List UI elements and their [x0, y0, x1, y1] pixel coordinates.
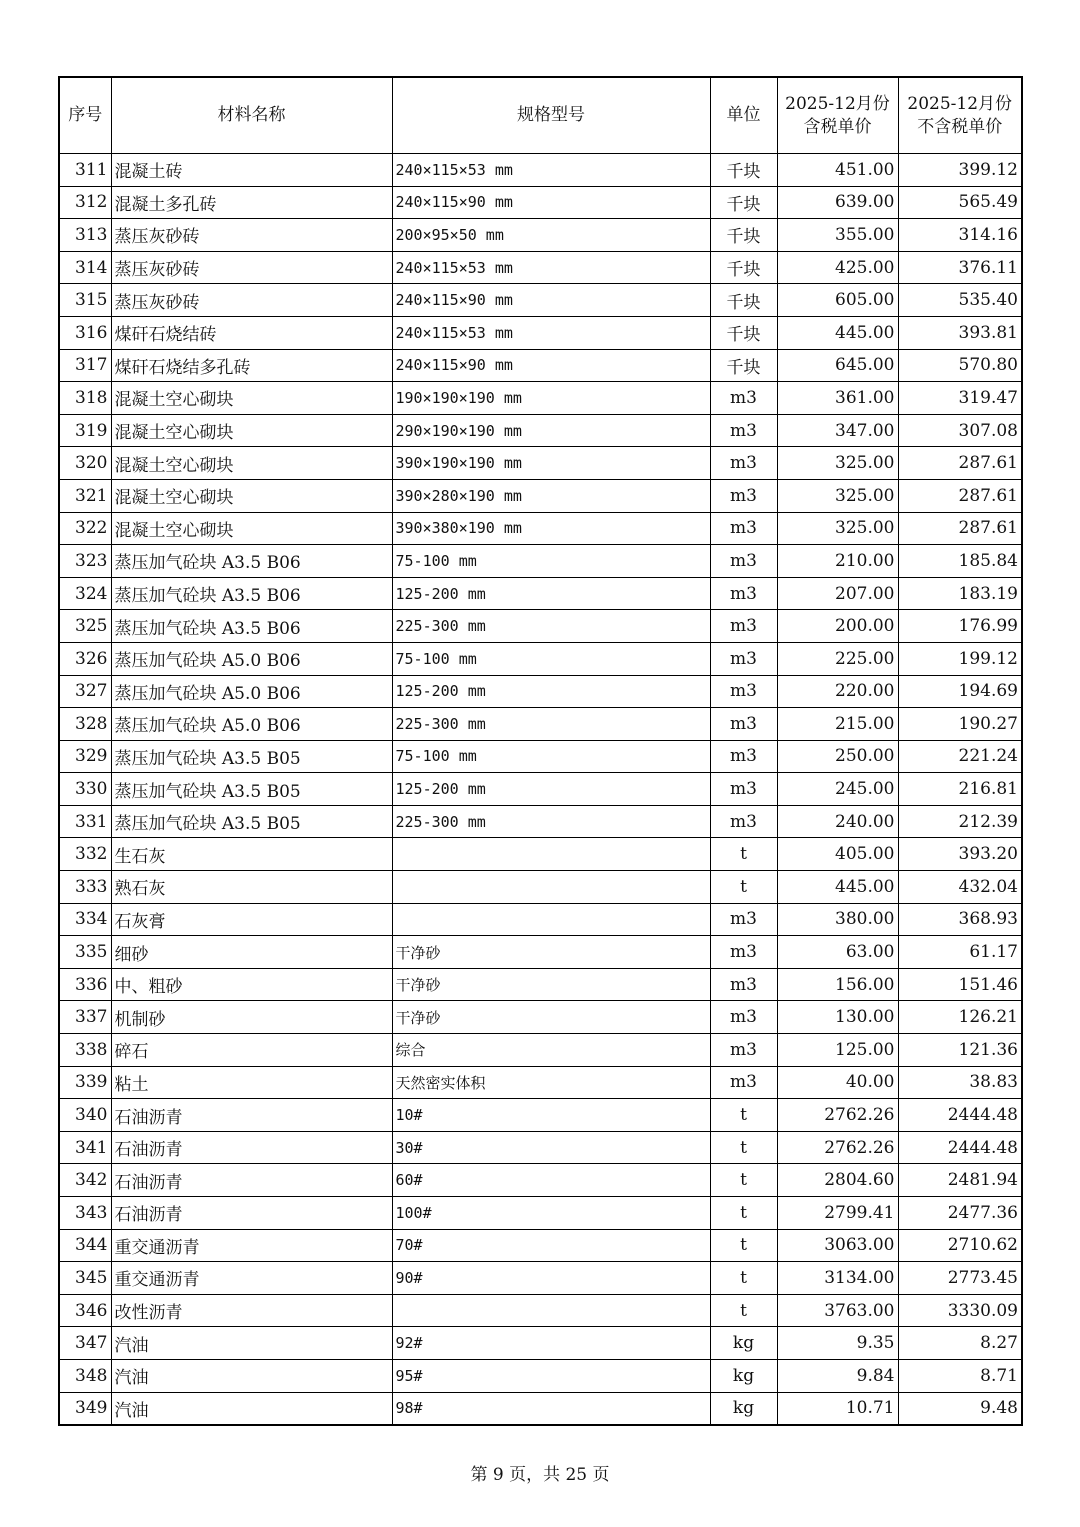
cell-unit: t [710, 1197, 777, 1230]
cell-no: 322 [59, 512, 111, 545]
header-row [59, 77, 1022, 154]
cell-no: 349 [59, 1392, 111, 1425]
cell-name: 熟石灰 [111, 871, 392, 904]
cell-no: 327 [59, 675, 111, 708]
cell-no: 325 [59, 610, 111, 643]
cell-price-tax: 225.00 [777, 642, 898, 675]
cell-name: 混凝土砖 [111, 154, 392, 187]
cell-price-tax: 451.00 [777, 154, 898, 187]
cell-spec: 125-200 mm [392, 773, 710, 806]
cell-unit: m3 [710, 479, 777, 512]
cell-spec: 98# [392, 1392, 710, 1425]
cell-price-notax: 535.40 [898, 284, 1022, 317]
table-row [59, 577, 1022, 610]
cell-no: 312 [59, 186, 111, 219]
cell-price-notax: 570.80 [898, 349, 1022, 382]
cell-price-notax: 8.71 [898, 1359, 1022, 1392]
table-row [59, 1099, 1022, 1132]
cell-name: 细砂 [111, 936, 392, 969]
cell-price-notax: 9.48 [898, 1392, 1022, 1425]
cell-unit: m3 [710, 805, 777, 838]
cell-price-notax: 432.04 [898, 871, 1022, 904]
cell-unit: m3 [710, 773, 777, 806]
cell-unit: 千块 [710, 251, 777, 284]
cell-unit: m3 [710, 512, 777, 545]
cell-price-tax: 445.00 [777, 871, 898, 904]
cell-unit: t [710, 1294, 777, 1327]
cell-no: 324 [59, 577, 111, 610]
cell-spec: 240×115×90 mm [392, 284, 710, 317]
cell-no: 338 [59, 1034, 111, 1067]
table-row [59, 512, 1022, 545]
cell-unit: 千块 [710, 154, 777, 187]
header-unit: 单位 [710, 77, 777, 154]
cell-price-notax: 190.27 [898, 708, 1022, 741]
cell-name: 蒸压灰砂砖 [111, 284, 392, 317]
cell-name: 煤矸石烧结多孔砖 [111, 349, 392, 382]
cell-name: 生石灰 [111, 838, 392, 871]
cell-unit: m3 [710, 675, 777, 708]
cell-price-tax: 9.84 [777, 1359, 898, 1392]
cell-price-notax: 2773.45 [898, 1262, 1022, 1295]
cell-no: 343 [59, 1197, 111, 1230]
cell-spec: 240×115×90 mm [392, 349, 710, 382]
cell-spec: 天然密实体积 [392, 1066, 710, 1099]
cell-price-tax: 3063.00 [777, 1229, 898, 1262]
cell-spec: 60# [392, 1164, 710, 1197]
cell-unit: 千块 [710, 186, 777, 219]
cell-no: 341 [59, 1131, 111, 1164]
cell-spec [392, 871, 710, 904]
cell-name: 蒸压加气砼块 A3.5 B06 [111, 577, 392, 610]
table-row [59, 316, 1022, 349]
cell-spec: 225-300 mm [392, 805, 710, 838]
cell-name: 蒸压加气砼块 A5.0 B06 [111, 675, 392, 708]
cell-price-notax: 2481.94 [898, 1164, 1022, 1197]
cell-unit: 千块 [710, 349, 777, 382]
table-row [59, 903, 1022, 936]
table-row [59, 284, 1022, 317]
cell-spec: 95# [392, 1359, 710, 1392]
table-row [59, 154, 1022, 187]
cell-price-notax: 2444.48 [898, 1131, 1022, 1164]
header-price-notax-line2: 不含税单价 [917, 116, 1003, 137]
cell-name: 汽油 [111, 1327, 392, 1360]
cell-unit: kg [710, 1359, 777, 1392]
cell-price-notax: 151.46 [898, 968, 1022, 1001]
cell-no: 345 [59, 1262, 111, 1295]
cell-price-notax: 319.47 [898, 382, 1022, 415]
cell-spec [392, 903, 710, 936]
cell-price-notax: 185.84 [898, 545, 1022, 578]
cell-spec: 290×190×190 mm [392, 414, 710, 447]
cell-name: 机制砂 [111, 1001, 392, 1034]
header-no: 序号 [59, 77, 111, 154]
cell-spec [392, 1294, 710, 1327]
cell-price-tax: 125.00 [777, 1034, 898, 1067]
cell-price-notax: 8.27 [898, 1327, 1022, 1360]
cell-price-tax: 3763.00 [777, 1294, 898, 1327]
table-row [59, 414, 1022, 447]
cell-price-tax: 250.00 [777, 740, 898, 773]
cell-unit: m3 [710, 968, 777, 1001]
cell-name: 蒸压加气砼块 A5.0 B06 [111, 642, 392, 675]
cell-price-notax: 121.36 [898, 1034, 1022, 1067]
cell-name: 汽油 [111, 1392, 392, 1425]
cell-price-tax: 245.00 [777, 773, 898, 806]
cell-spec: 240×115×53 mm [392, 316, 710, 349]
cell-name: 蒸压灰砂砖 [111, 251, 392, 284]
cell-unit: m3 [710, 1066, 777, 1099]
cell-price-tax: 210.00 [777, 545, 898, 578]
cell-name: 混凝土空心砌块 [111, 479, 392, 512]
table-row [59, 219, 1022, 252]
table-body [59, 154, 1022, 1426]
cell-no: 331 [59, 805, 111, 838]
cell-spec: 干净砂 [392, 936, 710, 969]
page-footer: 第 9 页，共 25 页 [470, 1465, 610, 1485]
cell-price-notax: 287.61 [898, 512, 1022, 545]
cell-price-tax: 2762.26 [777, 1099, 898, 1132]
cell-price-notax: 368.93 [898, 903, 1022, 936]
cell-price-notax: 216.81 [898, 773, 1022, 806]
cell-price-tax: 130.00 [777, 1001, 898, 1034]
cell-price-notax: 38.83 [898, 1066, 1022, 1099]
table-row [59, 1164, 1022, 1197]
cell-no: 319 [59, 414, 111, 447]
cell-price-tax: 240.00 [777, 805, 898, 838]
table-row [59, 251, 1022, 284]
cell-no: 335 [59, 936, 111, 969]
cell-name: 煤矸石烧结砖 [111, 316, 392, 349]
cell-unit: t [710, 1229, 777, 1262]
cell-name: 碎石 [111, 1034, 392, 1067]
cell-price-notax: 314.16 [898, 219, 1022, 252]
cell-name: 蒸压灰砂砖 [111, 219, 392, 252]
table-row [59, 805, 1022, 838]
cell-name: 改性沥青 [111, 1294, 392, 1327]
cell-price-notax: 2710.62 [898, 1229, 1022, 1262]
cell-name: 蒸压加气砼块 A3.5 B05 [111, 805, 392, 838]
cell-spec: 75-100 mm [392, 740, 710, 773]
table-row [59, 1034, 1022, 1067]
cell-price-notax: 393.81 [898, 316, 1022, 349]
cell-no: 323 [59, 545, 111, 578]
cell-name: 蒸压加气砼块 A5.0 B06 [111, 708, 392, 741]
cell-name: 石油沥青 [111, 1099, 392, 1132]
cell-spec: 90# [392, 1262, 710, 1295]
cell-spec: 综合 [392, 1034, 710, 1067]
cell-name: 混凝土多孔砖 [111, 186, 392, 219]
cell-price-tax: 63.00 [777, 936, 898, 969]
table-row [59, 1001, 1022, 1034]
cell-price-notax: 3330.09 [898, 1294, 1022, 1327]
table-row [59, 1359, 1022, 1392]
cell-unit: m3 [710, 610, 777, 643]
cell-unit: m3 [710, 1034, 777, 1067]
cell-spec: 70# [392, 1229, 710, 1262]
cell-unit: t [710, 1164, 777, 1197]
cell-name: 混凝土空心砌块 [111, 512, 392, 545]
table-row [59, 968, 1022, 1001]
cell-no: 334 [59, 903, 111, 936]
cell-unit: m3 [710, 903, 777, 936]
cell-price-tax: 361.00 [777, 382, 898, 415]
table-row [59, 1066, 1022, 1099]
cell-price-tax: 639.00 [777, 186, 898, 219]
cell-price-notax: 399.12 [898, 154, 1022, 187]
table-row [59, 642, 1022, 675]
cell-unit: m3 [710, 740, 777, 773]
cell-no: 318 [59, 382, 111, 415]
cell-price-tax: 605.00 [777, 284, 898, 317]
cell-price-tax: 425.00 [777, 251, 898, 284]
cell-spec [392, 838, 710, 871]
cell-price-notax: 565.49 [898, 186, 1022, 219]
cell-no: 329 [59, 740, 111, 773]
cell-name: 蒸压加气砼块 A3.5 B05 [111, 740, 392, 773]
cell-spec: 75-100 mm [392, 545, 710, 578]
cell-price-tax: 380.00 [777, 903, 898, 936]
cell-spec: 390×380×190 mm [392, 512, 710, 545]
table-row [59, 610, 1022, 643]
table-row [59, 447, 1022, 480]
cell-price-tax: 355.00 [777, 219, 898, 252]
cell-name: 石油沥青 [111, 1131, 392, 1164]
cell-no: 348 [59, 1359, 111, 1392]
cell-no: 344 [59, 1229, 111, 1262]
cell-price-tax: 445.00 [777, 316, 898, 349]
cell-spec: 125-200 mm [392, 675, 710, 708]
cell-no: 311 [59, 154, 111, 187]
cell-no: 347 [59, 1327, 111, 1360]
cell-no: 313 [59, 219, 111, 252]
cell-price-tax: 347.00 [777, 414, 898, 447]
header-spec: 规格型号 [392, 77, 710, 154]
cell-unit: 千块 [710, 219, 777, 252]
table-row [59, 382, 1022, 415]
header-price-tax [777, 77, 898, 154]
cell-unit: t [710, 871, 777, 904]
table-row [59, 349, 1022, 382]
cell-price-tax: 325.00 [777, 479, 898, 512]
cell-price-notax: 287.61 [898, 447, 1022, 480]
cell-price-notax: 176.99 [898, 610, 1022, 643]
header-price-tax-line1: 2025-12月份 [785, 93, 890, 114]
cell-unit: m3 [710, 708, 777, 741]
table-row [59, 1392, 1022, 1425]
header-price-notax [898, 77, 1022, 154]
cell-no: 346 [59, 1294, 111, 1327]
cell-name: 石油沥青 [111, 1164, 392, 1197]
header-price-tax-line2: 含税单价 [803, 116, 872, 137]
table-row [59, 1294, 1022, 1327]
cell-unit: m3 [710, 545, 777, 578]
cell-price-tax: 2762.26 [777, 1131, 898, 1164]
table-row [59, 708, 1022, 741]
cell-price-notax: 307.08 [898, 414, 1022, 447]
cell-price-tax: 2799.41 [777, 1197, 898, 1230]
cell-spec: 125-200 mm [392, 577, 710, 610]
cell-name: 重交通沥青 [111, 1262, 392, 1295]
cell-unit: t [710, 1099, 777, 1132]
cell-price-tax: 325.00 [777, 447, 898, 480]
cell-name: 混凝土空心砌块 [111, 447, 392, 480]
cell-unit: 千块 [710, 284, 777, 317]
cell-spec: 240×115×90 mm [392, 186, 710, 219]
cell-no: 330 [59, 773, 111, 806]
cell-no: 336 [59, 968, 111, 1001]
cell-unit: m3 [710, 447, 777, 480]
cell-no: 317 [59, 349, 111, 382]
cell-spec: 92# [392, 1327, 710, 1360]
cell-unit: kg [710, 1392, 777, 1425]
cell-no: 339 [59, 1066, 111, 1099]
cell-no: 315 [59, 284, 111, 317]
table-row [59, 838, 1022, 871]
cell-price-tax: 156.00 [777, 968, 898, 1001]
table-row [59, 1262, 1022, 1295]
cell-no: 337 [59, 1001, 111, 1034]
cell-name: 蒸压加气砼块 A3.5 B06 [111, 610, 392, 643]
table-row [59, 675, 1022, 708]
cell-unit: m3 [710, 1001, 777, 1034]
cell-no: 321 [59, 479, 111, 512]
price-table [58, 76, 1023, 1426]
cell-price-tax: 200.00 [777, 610, 898, 643]
cell-unit: t [710, 838, 777, 871]
cell-name: 蒸压加气砼块 A3.5 B05 [111, 773, 392, 806]
cell-spec: 225-300 mm [392, 610, 710, 643]
cell-no: 332 [59, 838, 111, 871]
cell-name: 蒸压加气砼块 A3.5 B06 [111, 545, 392, 578]
cell-price-tax: 325.00 [777, 512, 898, 545]
cell-unit: m3 [710, 577, 777, 610]
cell-no: 340 [59, 1099, 111, 1132]
cell-name: 石灰膏 [111, 903, 392, 936]
table-row [59, 186, 1022, 219]
cell-no: 320 [59, 447, 111, 480]
cell-name: 中、粗砂 [111, 968, 392, 1001]
cell-price-tax: 405.00 [777, 838, 898, 871]
cell-unit: t [710, 1131, 777, 1164]
cell-price-notax: 199.12 [898, 642, 1022, 675]
table-row [59, 740, 1022, 773]
cell-no: 326 [59, 642, 111, 675]
cell-unit: kg [710, 1327, 777, 1360]
cell-price-tax: 207.00 [777, 577, 898, 610]
cell-price-tax: 3134.00 [777, 1262, 898, 1295]
cell-price-notax: 376.11 [898, 251, 1022, 284]
cell-no: 328 [59, 708, 111, 741]
cell-name: 汽油 [111, 1359, 392, 1392]
cell-spec: 30# [392, 1131, 710, 1164]
cell-price-notax: 393.20 [898, 838, 1022, 871]
table-row [59, 479, 1022, 512]
cell-price-tax: 40.00 [777, 1066, 898, 1099]
cell-price-tax: 9.35 [777, 1327, 898, 1360]
cell-no: 333 [59, 871, 111, 904]
table-row [59, 1131, 1022, 1164]
cell-unit: m3 [710, 642, 777, 675]
cell-price-tax: 215.00 [777, 708, 898, 741]
table-row [59, 773, 1022, 806]
cell-spec: 200×95×50 mm [392, 219, 710, 252]
table-row [59, 871, 1022, 904]
cell-no: 314 [59, 251, 111, 284]
cell-price-notax: 2444.48 [898, 1099, 1022, 1132]
cell-price-notax: 221.24 [898, 740, 1022, 773]
cell-price-tax: 220.00 [777, 675, 898, 708]
cell-unit: t [710, 1262, 777, 1295]
cell-spec: 100# [392, 1197, 710, 1230]
cell-name: 粘土 [111, 1066, 392, 1099]
table-row [59, 1229, 1022, 1262]
header-name: 材料名称 [111, 77, 392, 154]
cell-price-notax: 194.69 [898, 675, 1022, 708]
cell-unit: 千块 [710, 316, 777, 349]
table-header [59, 77, 1022, 154]
cell-name: 重交通沥青 [111, 1229, 392, 1262]
cell-name: 混凝土空心砌块 [111, 414, 392, 447]
cell-price-tax: 10.71 [777, 1392, 898, 1425]
cell-price-notax: 126.21 [898, 1001, 1022, 1034]
cell-spec: 240×115×53 mm [392, 251, 710, 284]
table-row [59, 936, 1022, 969]
cell-price-notax: 2477.36 [898, 1197, 1022, 1230]
cell-spec: 10# [392, 1099, 710, 1132]
cell-spec: 190×190×190 mm [392, 382, 710, 415]
cell-price-notax: 61.17 [898, 936, 1022, 969]
header-price-notax-line1: 2025-12月份 [907, 93, 1013, 114]
cell-name: 石油沥青 [111, 1197, 392, 1230]
cell-price-tax: 2804.60 [777, 1164, 898, 1197]
cell-spec: 390×190×190 mm [392, 447, 710, 480]
cell-spec: 240×115×53 mm [392, 154, 710, 187]
cell-unit: m3 [710, 414, 777, 447]
table-row [59, 1327, 1022, 1360]
table-row [59, 545, 1022, 578]
cell-unit: m3 [710, 936, 777, 969]
cell-price-notax: 212.39 [898, 805, 1022, 838]
cell-spec: 干净砂 [392, 1001, 710, 1034]
cell-spec: 225-300 mm [392, 708, 710, 741]
cell-spec: 75-100 mm [392, 642, 710, 675]
cell-no: 342 [59, 1164, 111, 1197]
cell-price-notax: 183.19 [898, 577, 1022, 610]
table-row [59, 1197, 1022, 1230]
cell-no: 316 [59, 316, 111, 349]
cell-price-notax: 287.61 [898, 479, 1022, 512]
cell-spec: 干净砂 [392, 968, 710, 1001]
cell-unit: m3 [710, 382, 777, 415]
cell-price-tax: 645.00 [777, 349, 898, 382]
cell-spec: 390×280×190 mm [392, 479, 710, 512]
cell-name: 混凝土空心砌块 [111, 382, 392, 415]
